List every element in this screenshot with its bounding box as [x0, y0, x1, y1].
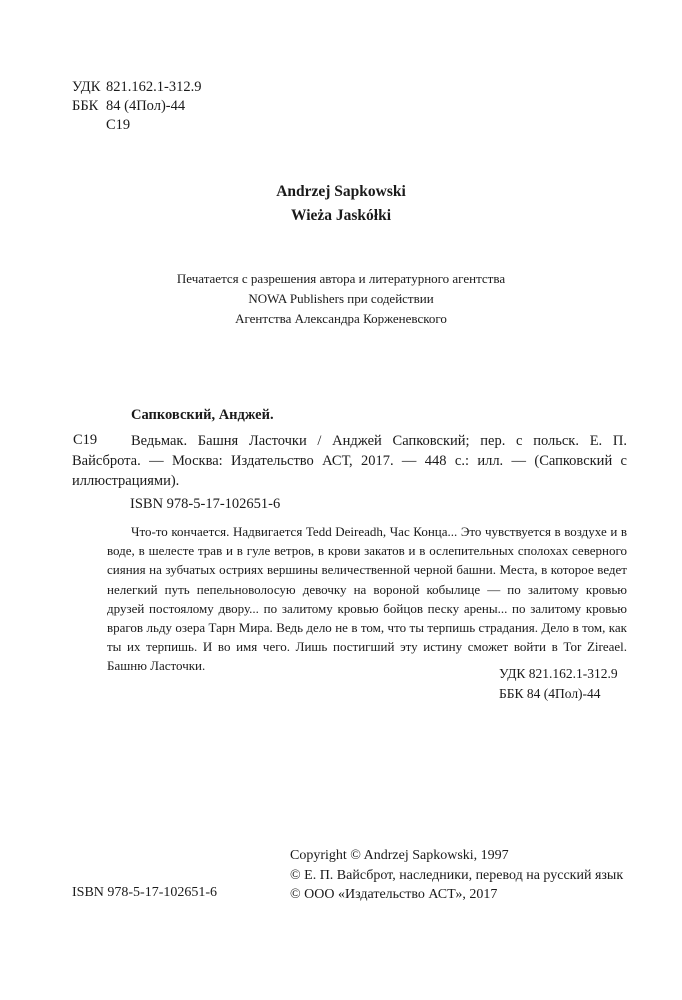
biblio-isbn: ISBN 978-5-17-102651-6: [130, 496, 281, 512]
author-mark: С19: [106, 117, 131, 133]
udk-bottom: УДК 821.162.1-312.9: [499, 666, 618, 681]
udk-value: 821.162.1-312.9: [106, 79, 202, 95]
udk-label: УДК: [72, 79, 101, 95]
classification-codes-top: [72, 78, 201, 135]
copyright-line-1: Copyright © Andrzej Sapkowski, 1997: [290, 848, 509, 863]
permission-line-2: NOWA Publishers при содействии: [248, 291, 434, 306]
original-author: Andrzej Sapkowski: [276, 183, 406, 200]
biblio-author-heading: Сапковский, Анджей.: [131, 407, 274, 423]
bbk-bottom: ББК 84 (4Пол)-44: [499, 686, 601, 701]
isbn-bottom: ISBN 978-5-17-102651-6: [72, 885, 218, 900]
classification-codes-bottom: [499, 664, 618, 704]
biblio-author-mark: С19: [73, 432, 98, 448]
copyright-line-2: © Е. П. Вайсброт, наследники, перевод на русский язык: [290, 867, 624, 883]
udk-row: [72, 78, 201, 97]
annotation-paragraph: Что-то кончается. Надвигается Tedd Deireadh, Час Конца... Это чувствуется в воздухе и в воде, в шелесте трав и в гуле ветров, в крови закатов и в ослепительных сполохах северного сияния на зубчатых остриях вершины величественной черной башни. Места, в которое ведет нелегкий путь пепельноволосую девочку на вороной кобылице — по залитому кровью друзей постоялому двору... по залитому кровью бойцов песку арены... по залитому кровью врагов льду озера Тарн Мира. Ведь дело не в том, что ты терпишь страдания. Дело в том, как ты их терпишь. И во имя чего. Лишь постигший эту истину сможет войти в Tor Zireael. Башню Ласточки.: [107, 524, 627, 674]
copyright-block: [290, 846, 623, 905]
bbk-label: ББК: [72, 98, 99, 114]
bbk-value: 84 (4Пол)-44: [106, 98, 186, 114]
permission-line-3: Агентства Александра Корженевского: [235, 311, 447, 326]
copyright-line-3: © ООО «Издательство АСТ», 2017: [290, 887, 498, 902]
original-book-title: Wieża Jaskółki: [290, 207, 392, 224]
author-mark-row: [72, 116, 201, 135]
bibliographic-record: Ведьмак. Башня Ласточки / Анджей Сапковский; пер. с польск. Е. П. Вайсброта. — Москва: Издательство АСТ, 2017. — 448 с.: илл. — (Сапковский с иллюстрациями).: [72, 433, 627, 489]
original-title-block: [0, 180, 682, 228]
bbk-row: [72, 97, 201, 116]
permission-line-1: Печатается с разрешения автора и литературного агентства: [176, 271, 506, 286]
permission-notice: [0, 269, 682, 329]
